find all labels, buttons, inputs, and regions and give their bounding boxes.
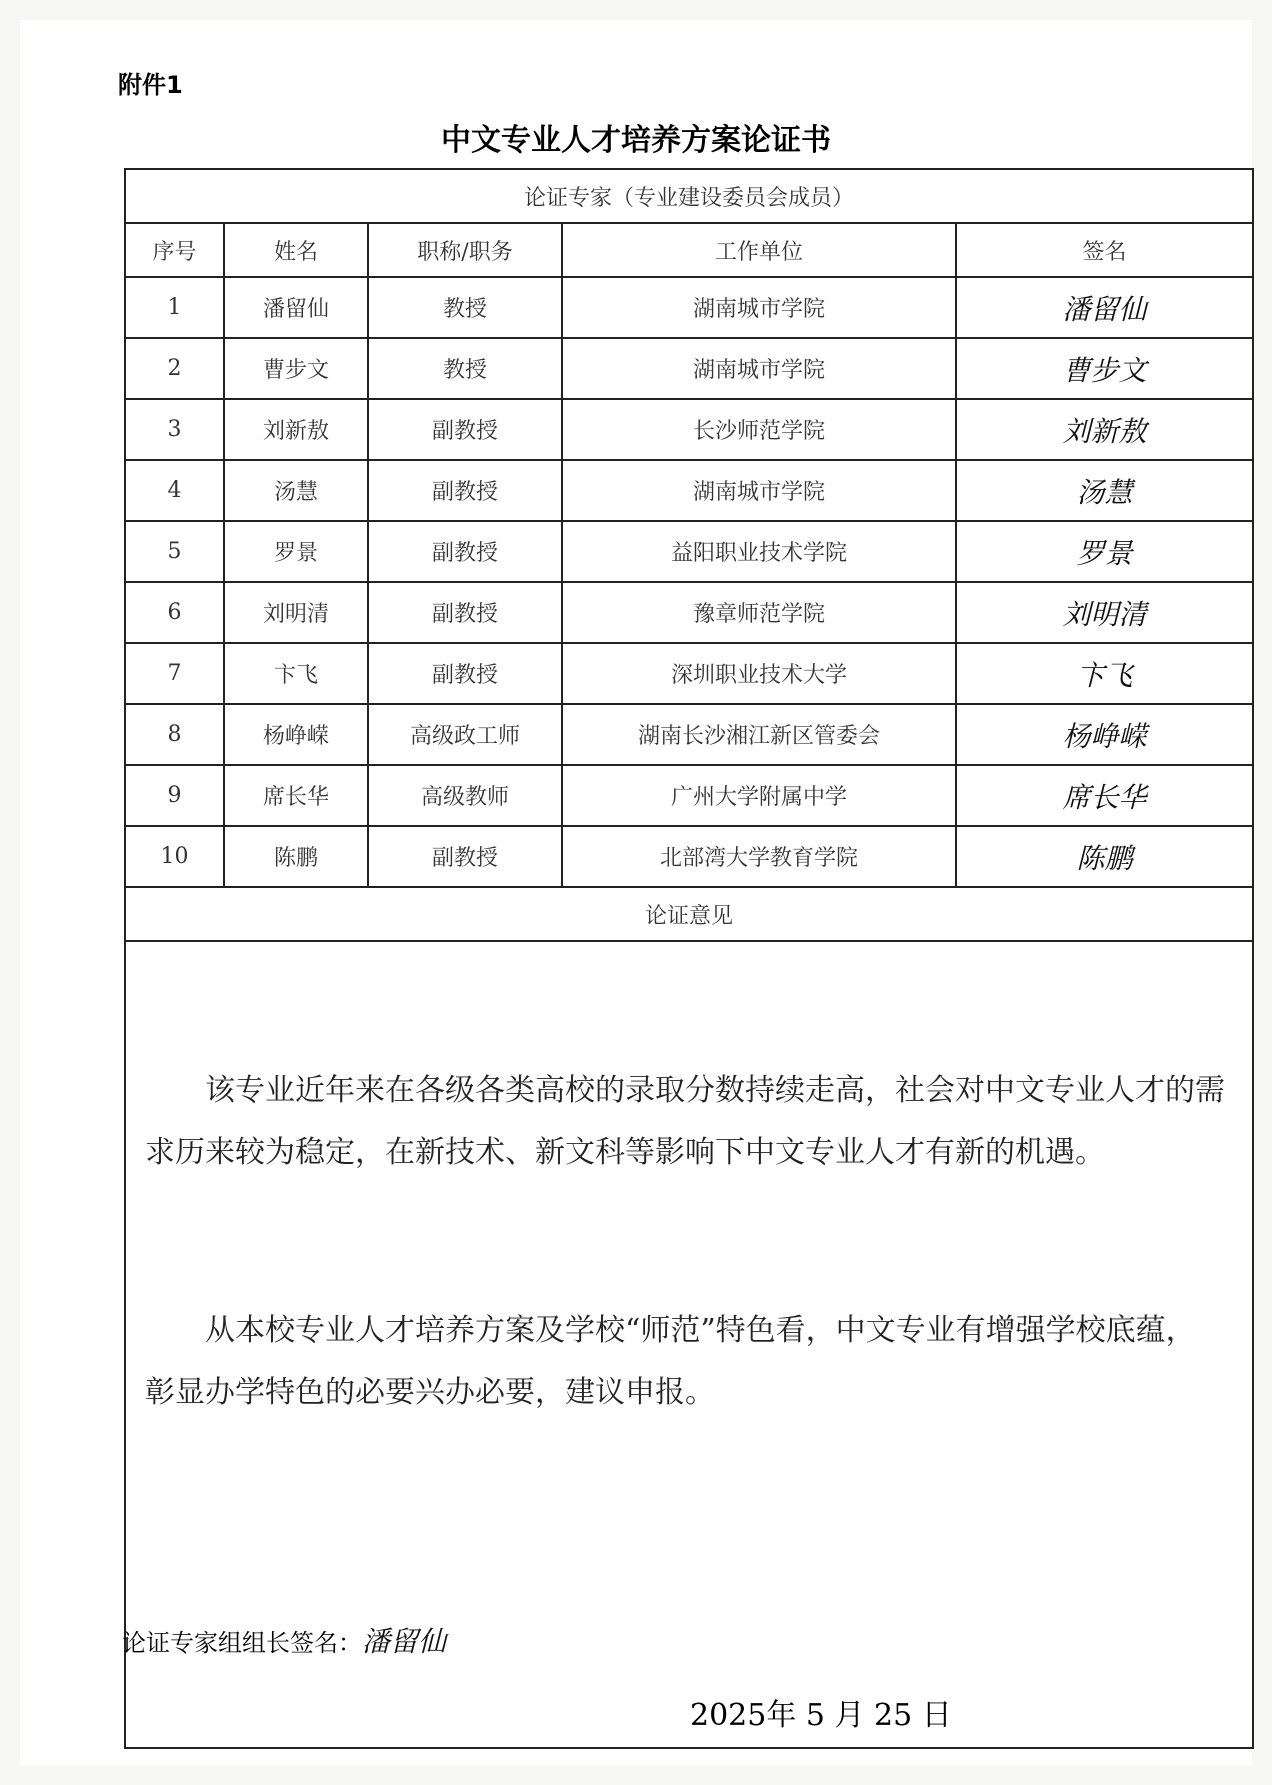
cell-name: 陈鹏 [224, 826, 368, 887]
table-row [125, 521, 1253, 582]
cell-name: 刘新敖 [224, 399, 368, 460]
cell-signature: 杨峥嵘 [956, 704, 1253, 765]
cell-name: 潘留仙 [224, 277, 368, 338]
leader-signature-line [122, 1620, 446, 1660]
table-body [125, 277, 1253, 887]
cell-name: 曹步文 [224, 338, 368, 399]
cell-name: 罗景 [224, 521, 368, 582]
cell-index: 8 [125, 704, 224, 765]
cell-title: 教授 [368, 277, 562, 338]
col-name: 姓名 [224, 223, 368, 277]
cell-unit: 北部湾大学教育学院 [562, 826, 956, 887]
col-signature: 签名 [956, 223, 1253, 277]
cell-unit: 豫章师范学院 [562, 582, 956, 643]
cell-unit: 广州大学附属中学 [562, 765, 956, 826]
cell-title: 副教授 [368, 643, 562, 704]
table-row [125, 643, 1253, 704]
cell-name: 席长华 [224, 765, 368, 826]
table-row [125, 399, 1253, 460]
col-unit: 工作单位 [562, 223, 956, 277]
leader-label: 论证专家组组长签名： [122, 1629, 362, 1657]
cell-index: 6 [125, 582, 224, 643]
cell-title: 高级政工师 [368, 704, 562, 765]
table-row [125, 826, 1253, 887]
opinion-paragraph-2: 从本校专业人才培养方案及学校“师范”特色看，中文专业有增强学校底蕴，彰显办学特色的必要兴办必要，建议申报。 [145, 1313, 1196, 1410]
cell-index: 7 [125, 643, 224, 704]
cell-title: 副教授 [368, 826, 562, 887]
cell-signature: 罗景 [956, 521, 1253, 582]
cell-unit: 湖南长沙湘江新区管委会 [562, 704, 956, 765]
cell-unit: 长沙师范学院 [562, 399, 956, 460]
opinion-paragraph-1: 该专业近年来在各级各类高校的录取分数持续走高，社会对中文专业人才的需求历来较为稳定，在新技术、新文科等影响下中文专业人才有新的机遇。 [145, 1073, 1225, 1170]
table-row [125, 338, 1253, 399]
cell-unit: 深圳职业技术大学 [562, 643, 956, 704]
cell-unit: 湖南城市学院 [562, 277, 956, 338]
cell-unit: 湖南城市学院 [562, 338, 956, 399]
cell-name: 刘明清 [224, 582, 368, 643]
cell-unit: 湖南城市学院 [562, 460, 956, 521]
cell-signature: 刘明清 [956, 582, 1253, 643]
cell-name: 汤慧 [224, 460, 368, 521]
cell-index: 1 [125, 277, 224, 338]
cell-index: 5 [125, 521, 224, 582]
opinion-header: 论证意见 [125, 887, 1253, 941]
expert-table [124, 168, 1254, 942]
date: 2025年 5 月 25 日 [690, 1698, 952, 1733]
cell-signature: 刘新敖 [956, 399, 1253, 460]
cell-title: 副教授 [368, 460, 562, 521]
document-title: 中文专业人才培养方案论证书 [441, 123, 831, 158]
table-row [125, 277, 1253, 338]
table-row [125, 704, 1253, 765]
table-row [125, 582, 1253, 643]
table-row [125, 460, 1253, 521]
cell-signature: 汤慧 [956, 460, 1253, 521]
cell-signature: 席长华 [956, 765, 1253, 826]
col-title: 职称/职务 [368, 223, 562, 277]
cell-index: 2 [125, 338, 224, 399]
cell-signature: 潘留仙 [956, 277, 1253, 338]
cell-title: 副教授 [368, 399, 562, 460]
cell-title: 高级教师 [368, 765, 562, 826]
cell-signature: 卞飞 [956, 643, 1253, 704]
cell-signature: 陈鹏 [956, 826, 1253, 887]
cell-index: 9 [125, 765, 224, 826]
col-index: 序号 [125, 223, 224, 277]
cell-title: 副教授 [368, 521, 562, 582]
attachment-label: 附件1 [118, 71, 183, 99]
cell-signature: 曹步文 [956, 338, 1253, 399]
cell-index: 4 [125, 460, 224, 521]
table-row [125, 765, 1253, 826]
cell-name: 杨峥嵘 [224, 704, 368, 765]
cell-title: 教授 [368, 338, 562, 399]
cell-unit: 益阳职业技术学院 [562, 521, 956, 582]
cell-index: 3 [125, 399, 224, 460]
leader-signature: 潘留仙 [362, 1625, 447, 1658]
cell-index: 10 [125, 826, 224, 887]
cell-title: 副教授 [368, 582, 562, 643]
cell-name: 卞飞 [224, 643, 368, 704]
section-header: 论证专家（专业建设委员会成员） [125, 169, 1253, 223]
